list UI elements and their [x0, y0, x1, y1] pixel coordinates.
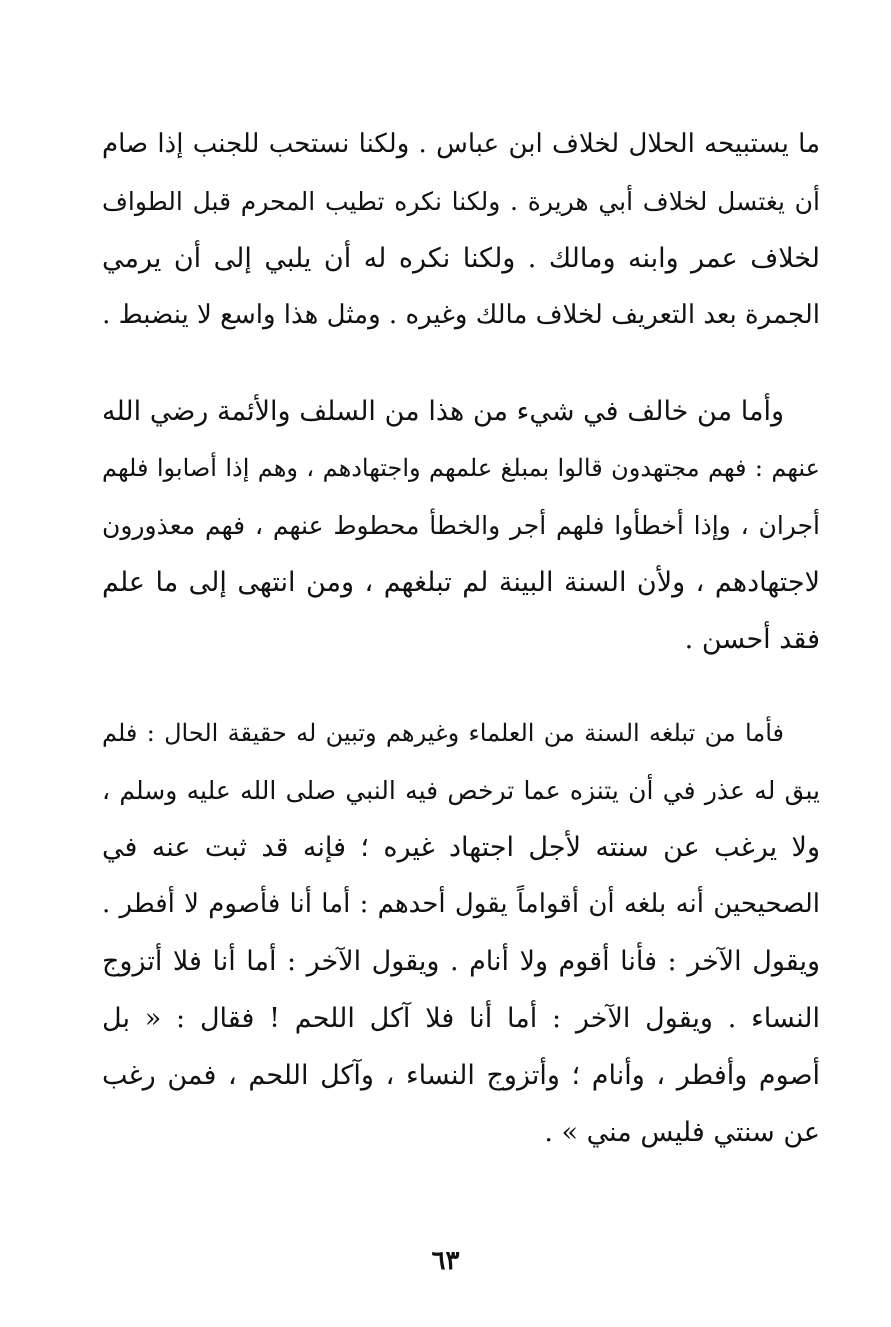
text-line: ولا يرغب عن سنته لأجل اجتهاد غيره ؛ فإنه قد ثبت عنه في: [102, 832, 820, 863]
text-line: أجران ، وإذا أخطأوا فلهم أجر والخطأ محطوط عنهم ، فهم معذورون: [102, 511, 820, 540]
text-line: فقد أحسن .: [684, 624, 820, 655]
text-line: لاجتهادهم ، ولأن السنة البينة لم تبلغهم ، ومن انتهى إلى ما علم: [102, 567, 820, 598]
paragraph-3: [102, 705, 820, 1161]
text-line: عنهم : فهم مجتهدون قالوا بمبلغ علمهم واجتهادهم ، وهم إذا أصابوا فلهم: [102, 454, 820, 482]
text-line: ويقول الآخر : فأنا أقوم ولا أنام . ويقول الآخر : أما أنا فلا أتزوج: [102, 946, 820, 977]
paragraph-1: [102, 116, 820, 344]
text-line: النساء . ويقول الآخر : أما أنا فلا آكل اللحم ! فقال : « بل: [102, 1003, 820, 1034]
text-line: ما يستبيحه الحلال لخلاف ابن عباس . ولكنا نستحب للجنب إذا صام: [102, 129, 820, 159]
page-number: ٦٣: [431, 1246, 460, 1276]
text-line: يبق له عذر في أن يتنزه عما ترخص فيه النبي صلى الله عليه وسلم ،: [102, 776, 820, 805]
text-line: عن سنتي فليس مني » .: [544, 1117, 820, 1148]
text-line: الصحيحين أنه بلغه أن أقواماً يقول أحدهم : أما أنا فأصوم لا أفطر .: [102, 889, 820, 919]
paragraph-2: [102, 383, 820, 668]
text-line: وأما من خالف في شيء من هذا من السلف والأئمة رضي الله: [102, 396, 784, 427]
text-line: أن يغتسل لخلاف أبي هريرة . ولكنا نكره تطيب المحرم قبل الطواف: [102, 187, 820, 216]
text-line: فأما من تبلغه السنة من العلماء وغيرهم وتبين له حقيقة الحال : فلم: [102, 719, 784, 747]
text-line: أصوم وأفطر ، وأنام ؛ وأتزوج النساء ، وآكل اللحم ، فمن رغب: [102, 1060, 820, 1091]
text-line: لخلاف عمر وابنه ومالك . ولكنا نكره له أن يلبي إلى أن يرمي: [102, 243, 820, 274]
text-line: الجمرة بعد التعريف لخلاف مالك وغيره . ومثل هذا واسع لا ينضبط .: [102, 300, 820, 330]
